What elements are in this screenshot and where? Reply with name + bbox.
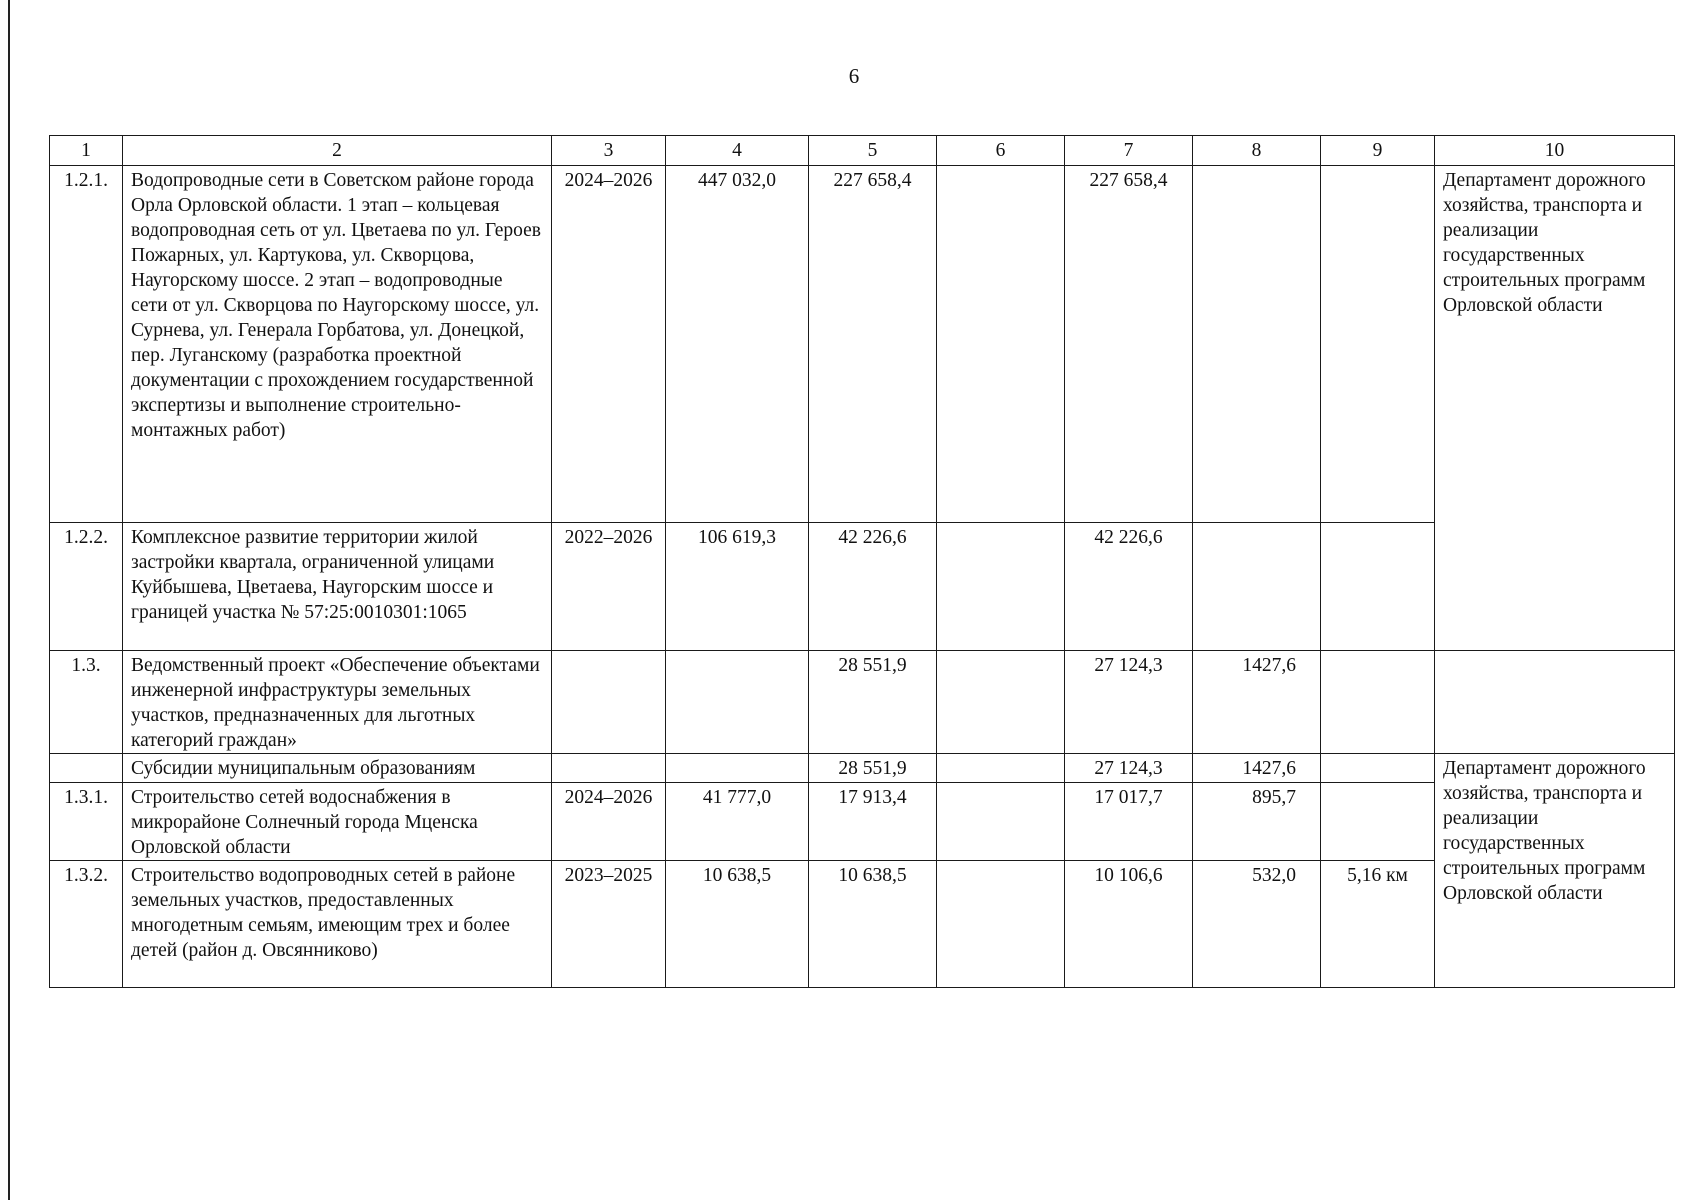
row-col5: 17 913,4 (809, 783, 937, 861)
header-cell: 9 (1321, 136, 1435, 166)
page-number: 6 (848, 64, 860, 88)
row-col4: 10 638,5 (666, 861, 809, 988)
header-cell: 10 (1435, 136, 1675, 166)
row-col5: 227 658,4 (809, 166, 937, 523)
row-col5: 42 226,6 (809, 523, 937, 651)
row-col4: 41 777,0 (666, 783, 809, 861)
row-col7: 27 124,3 (1065, 651, 1193, 754)
header-cell: 4 (666, 136, 809, 166)
header-row (50, 136, 1675, 166)
row-col4 (666, 651, 809, 754)
row-col7: 27 124,3 (1065, 754, 1193, 783)
row-col9 (1321, 651, 1435, 754)
row-col8 (1193, 166, 1321, 523)
table-row (50, 754, 1675, 783)
row-col9 (1321, 783, 1435, 861)
row-period: 2024–2026 (552, 783, 666, 861)
row-col9: 5,16 км (1321, 861, 1435, 988)
row-period (552, 754, 666, 783)
program-table (49, 135, 1675, 988)
table-row (50, 523, 1675, 651)
table-row (50, 166, 1675, 523)
row-col6 (937, 523, 1065, 651)
row-col7: 17 017,7 (1065, 783, 1193, 861)
row-col5: 28 551,9 (809, 754, 937, 783)
row-name: Строительство сетей водоснабжения в микрорайоне Солнечный города Мценска Орловской области (123, 783, 552, 861)
row-col9 (1321, 166, 1435, 523)
row-col9 (1321, 523, 1435, 651)
row-responsible: Департамент дорожного хозяйства, транспорта и реализации государственных строительных программ Орловской области (1435, 166, 1675, 651)
row-col8: 1427,6 (1193, 754, 1321, 783)
header-cell: 2 (123, 136, 552, 166)
row-period (552, 651, 666, 754)
row-responsible (1435, 651, 1675, 754)
row-col6 (937, 783, 1065, 861)
row-number: 1.2.1. (50, 166, 123, 523)
row-number: 1.3.1. (50, 783, 123, 861)
row-name: Комплексное развитие территории жилой застройки квартала, ограниченной улицами Куйбышева, Цветаева, Наугорским шоссе и границей участка № 57:25:0010301:1065 (123, 523, 552, 651)
row-col7: 42 226,6 (1065, 523, 1193, 651)
row-col7: 227 658,4 (1065, 166, 1193, 523)
header-cell: 3 (552, 136, 666, 166)
row-name: Строительство водопроводных сетей в районе земельных участков, предоставленных многодетным семьям, имеющим трех и более детей (район д. Овсянниково) (123, 861, 552, 988)
row-col5: 10 638,5 (809, 861, 937, 988)
row-col4 (666, 754, 809, 783)
row-col8: 895,7 (1193, 783, 1321, 861)
header-cell: 7 (1065, 136, 1193, 166)
row-number: 1.3. (50, 651, 123, 754)
row-period: 2024–2026 (552, 166, 666, 523)
table-row (50, 651, 1675, 754)
row-col8: 1427,6 (1193, 651, 1321, 754)
header-cell: 1 (50, 136, 123, 166)
row-number: 1.2.2. (50, 523, 123, 651)
header-cell: 6 (937, 136, 1065, 166)
row-col9 (1321, 754, 1435, 783)
header-cell: 5 (809, 136, 937, 166)
row-period: 2023–2025 (552, 861, 666, 988)
row-responsible: Департамент дорожного хозяйства, транспорта и реализации государственных строительных программ Орловской области (1435, 754, 1675, 988)
row-col8 (1193, 523, 1321, 651)
row-col4: 106 619,3 (666, 523, 809, 651)
row-period: 2022–2026 (552, 523, 666, 651)
row-name: Водопроводные сети в Советском районе города Орла Орловской области. 1 этап – кольцевая водопроводная сеть от ул. Цветаева по ул. Героев Пожарных, ул. Картукова, ул. Скворцова, Наугорскому шоссе. 2 этап – водопроводные сети от ул. Скворцова по Наугорскому шоссе, ул. Сурнева, ул. Генерала Горбатова, ул. Донецкой, пер. Луганскому (разработка проектной документации с прохождением государственной экспертизы и выполнение строительно-монтажных работ) (123, 166, 552, 523)
row-col8: 532,0 (1193, 861, 1321, 988)
row-col6 (937, 861, 1065, 988)
table-row (50, 861, 1675, 988)
row-col6 (937, 651, 1065, 754)
row-col6 (937, 754, 1065, 783)
row-name: Ведомственный проект «Обеспечение объектами инженерной инфраструктуры земельных участков, предназначенных для льготных категорий граждан» (123, 651, 552, 754)
row-col7: 10 106,6 (1065, 861, 1193, 988)
row-col5: 28 551,9 (809, 651, 937, 754)
header-cell: 8 (1193, 136, 1321, 166)
row-number (50, 754, 123, 783)
table-row (50, 783, 1675, 861)
row-number: 1.3.2. (50, 861, 123, 988)
row-col6 (937, 166, 1065, 523)
row-col4: 447 032,0 (666, 166, 809, 523)
scan-edge (8, 0, 10, 1200)
row-name: Субсидии муниципальным образованиям (123, 754, 552, 783)
